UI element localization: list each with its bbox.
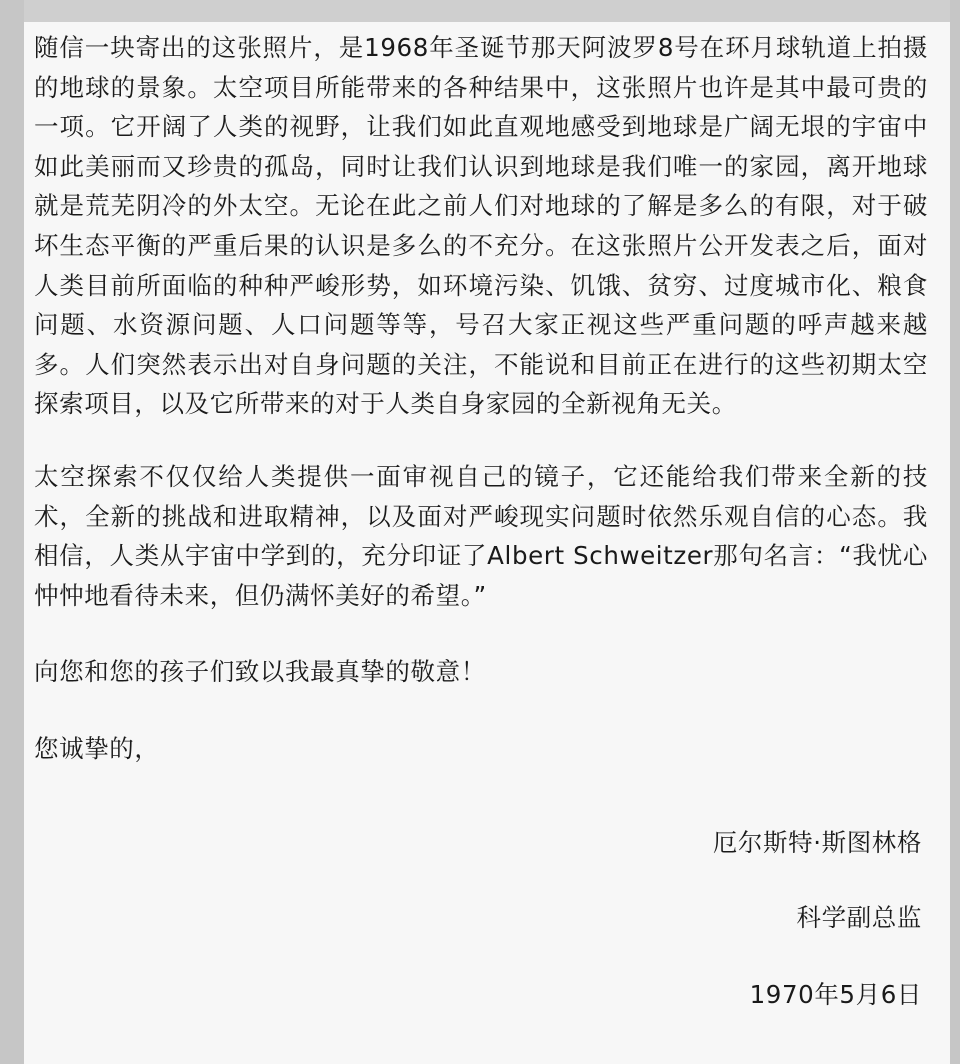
background-top [0,0,960,22]
letter-paragraph-2: 太空探索不仅仅给人类提供一面审视自己的镜子，它还能给我们带来全新的技术，全新的挑战和进取精神，以及面对严峻现实问题时依然乐观自信的心态。我相信，人类从宇宙中学到的，充分印证了Albert Schweitzer那句名言：“我忧心忡忡地看待未来，但仍满怀美好的希望。” [34,461,928,610]
background-left [0,0,24,1064]
letter-greeting: 向您和您的孩子们致以我最真挚的敬意！ [34,657,486,687]
signature-title: 科学副总监 [796,903,922,933]
signature-date: 1970年5月6日 [749,979,922,1009]
letter-paragraph-1: 随信一块寄出的这张照片，是1968年圣诞节那天阿波罗8号在环月球轨道上拍摄的地球的景象。太空项目所能带来的各种结果中，这张照片也许是其中最可贵的一项。它开阔了人类的视野，让我们如此直观地感受到地球是广阔无垠的宇宙中如此美丽而又珍贵的孤岛，同时让我们认识到地球是我们唯一的家园，离开地球就是荒芜阴冷的外太空。无论在此之前人们对地球的了解是多么的有限，对于破坏生态平衡的严重后果的认识是多么的不充分。在这张照片公开发表之后，面对人类目前所面临的种种严峻形势，如环境污染、饥饿、贫穷、过度城市化、粮食问题、水资源问题、人口问题等等，号召大家正视这些严重问题的呼声越来越多。人们突然表示出对自身问题的关注，不能说和目前正在进行的这些初期太空探索项目，以及它所带来的对于人类自身家园的全新视角无关。 [34,33,928,419]
background-right [950,0,960,1064]
letter-closing: 您诚挚的， [34,733,160,763]
letter-page [24,22,950,1064]
signature-name: 厄尔斯特·斯图林格 [712,827,922,857]
